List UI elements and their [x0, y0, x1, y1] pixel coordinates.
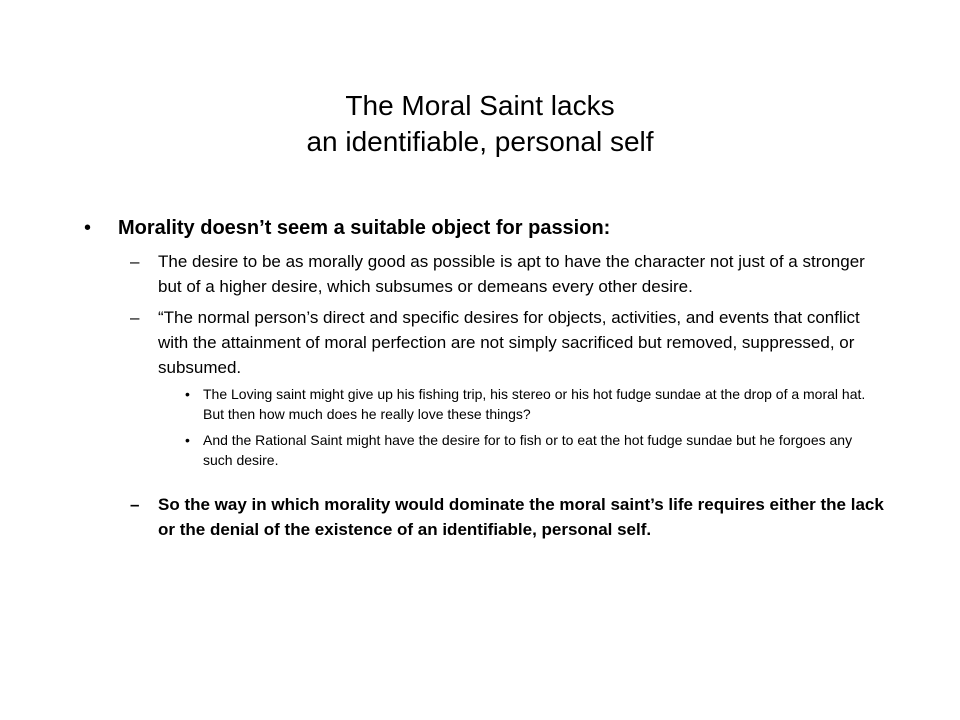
slide-title	[0, 88, 960, 160]
sub-sub-bullet-2-text: And the Rational Saint might have the desire for to fish or to eat the hot fudge sundae but he forgoes any such desire.	[203, 432, 853, 468]
sub-sub-bullet-list	[158, 384, 884, 470]
sub-bullet-2	[130, 305, 884, 380]
main-bullet	[84, 215, 884, 241]
sub-bullet-2-text: “The normal person’s direct and specific desires for objects, activities, and events that conflict with the attainment of moral perfection are not simply sacrificed but removed, suppressed, or subsumed.	[158, 308, 860, 377]
slide-body	[84, 215, 884, 548]
title-line-2: an identifiable, personal self	[306, 126, 654, 157]
sub-bullet-list	[84, 249, 884, 542]
sub-sub-bullet-1	[185, 384, 884, 424]
dash-marker: –	[130, 308, 140, 327]
sub-sub-bullet-1-text: The Loving saint might give up his fishing trip, his stereo or his hot fudge sundae at the drop of a moral hat. But then how much does he really love these things?	[203, 386, 866, 422]
dash-marker: –	[130, 252, 140, 271]
title-line-1: The Moral Saint lacks	[345, 90, 615, 121]
bullet-marker: •	[84, 217, 92, 239]
main-bullet-text: Morality doesn’t seem a suitable object for passion:	[118, 217, 611, 239]
sub-sub-bullet-2	[185, 430, 884, 470]
conclusion-bullet	[130, 492, 884, 542]
bullet-marker: •	[185, 386, 190, 402]
sub-bullet-1	[130, 249, 884, 299]
dash-marker: –	[130, 495, 140, 514]
conclusion-text: So the way in which morality would dominate the moral saint’s life requires either the lack or the denial of the existence of an identifiable, personal self.	[158, 495, 884, 539]
sub-bullet-1-text: The desire to be as morally good as possible is apt to have the character not just of a stronger but of a higher desire, which subsumes or demeans every other desire.	[158, 252, 865, 296]
bullet-marker: •	[185, 432, 190, 448]
